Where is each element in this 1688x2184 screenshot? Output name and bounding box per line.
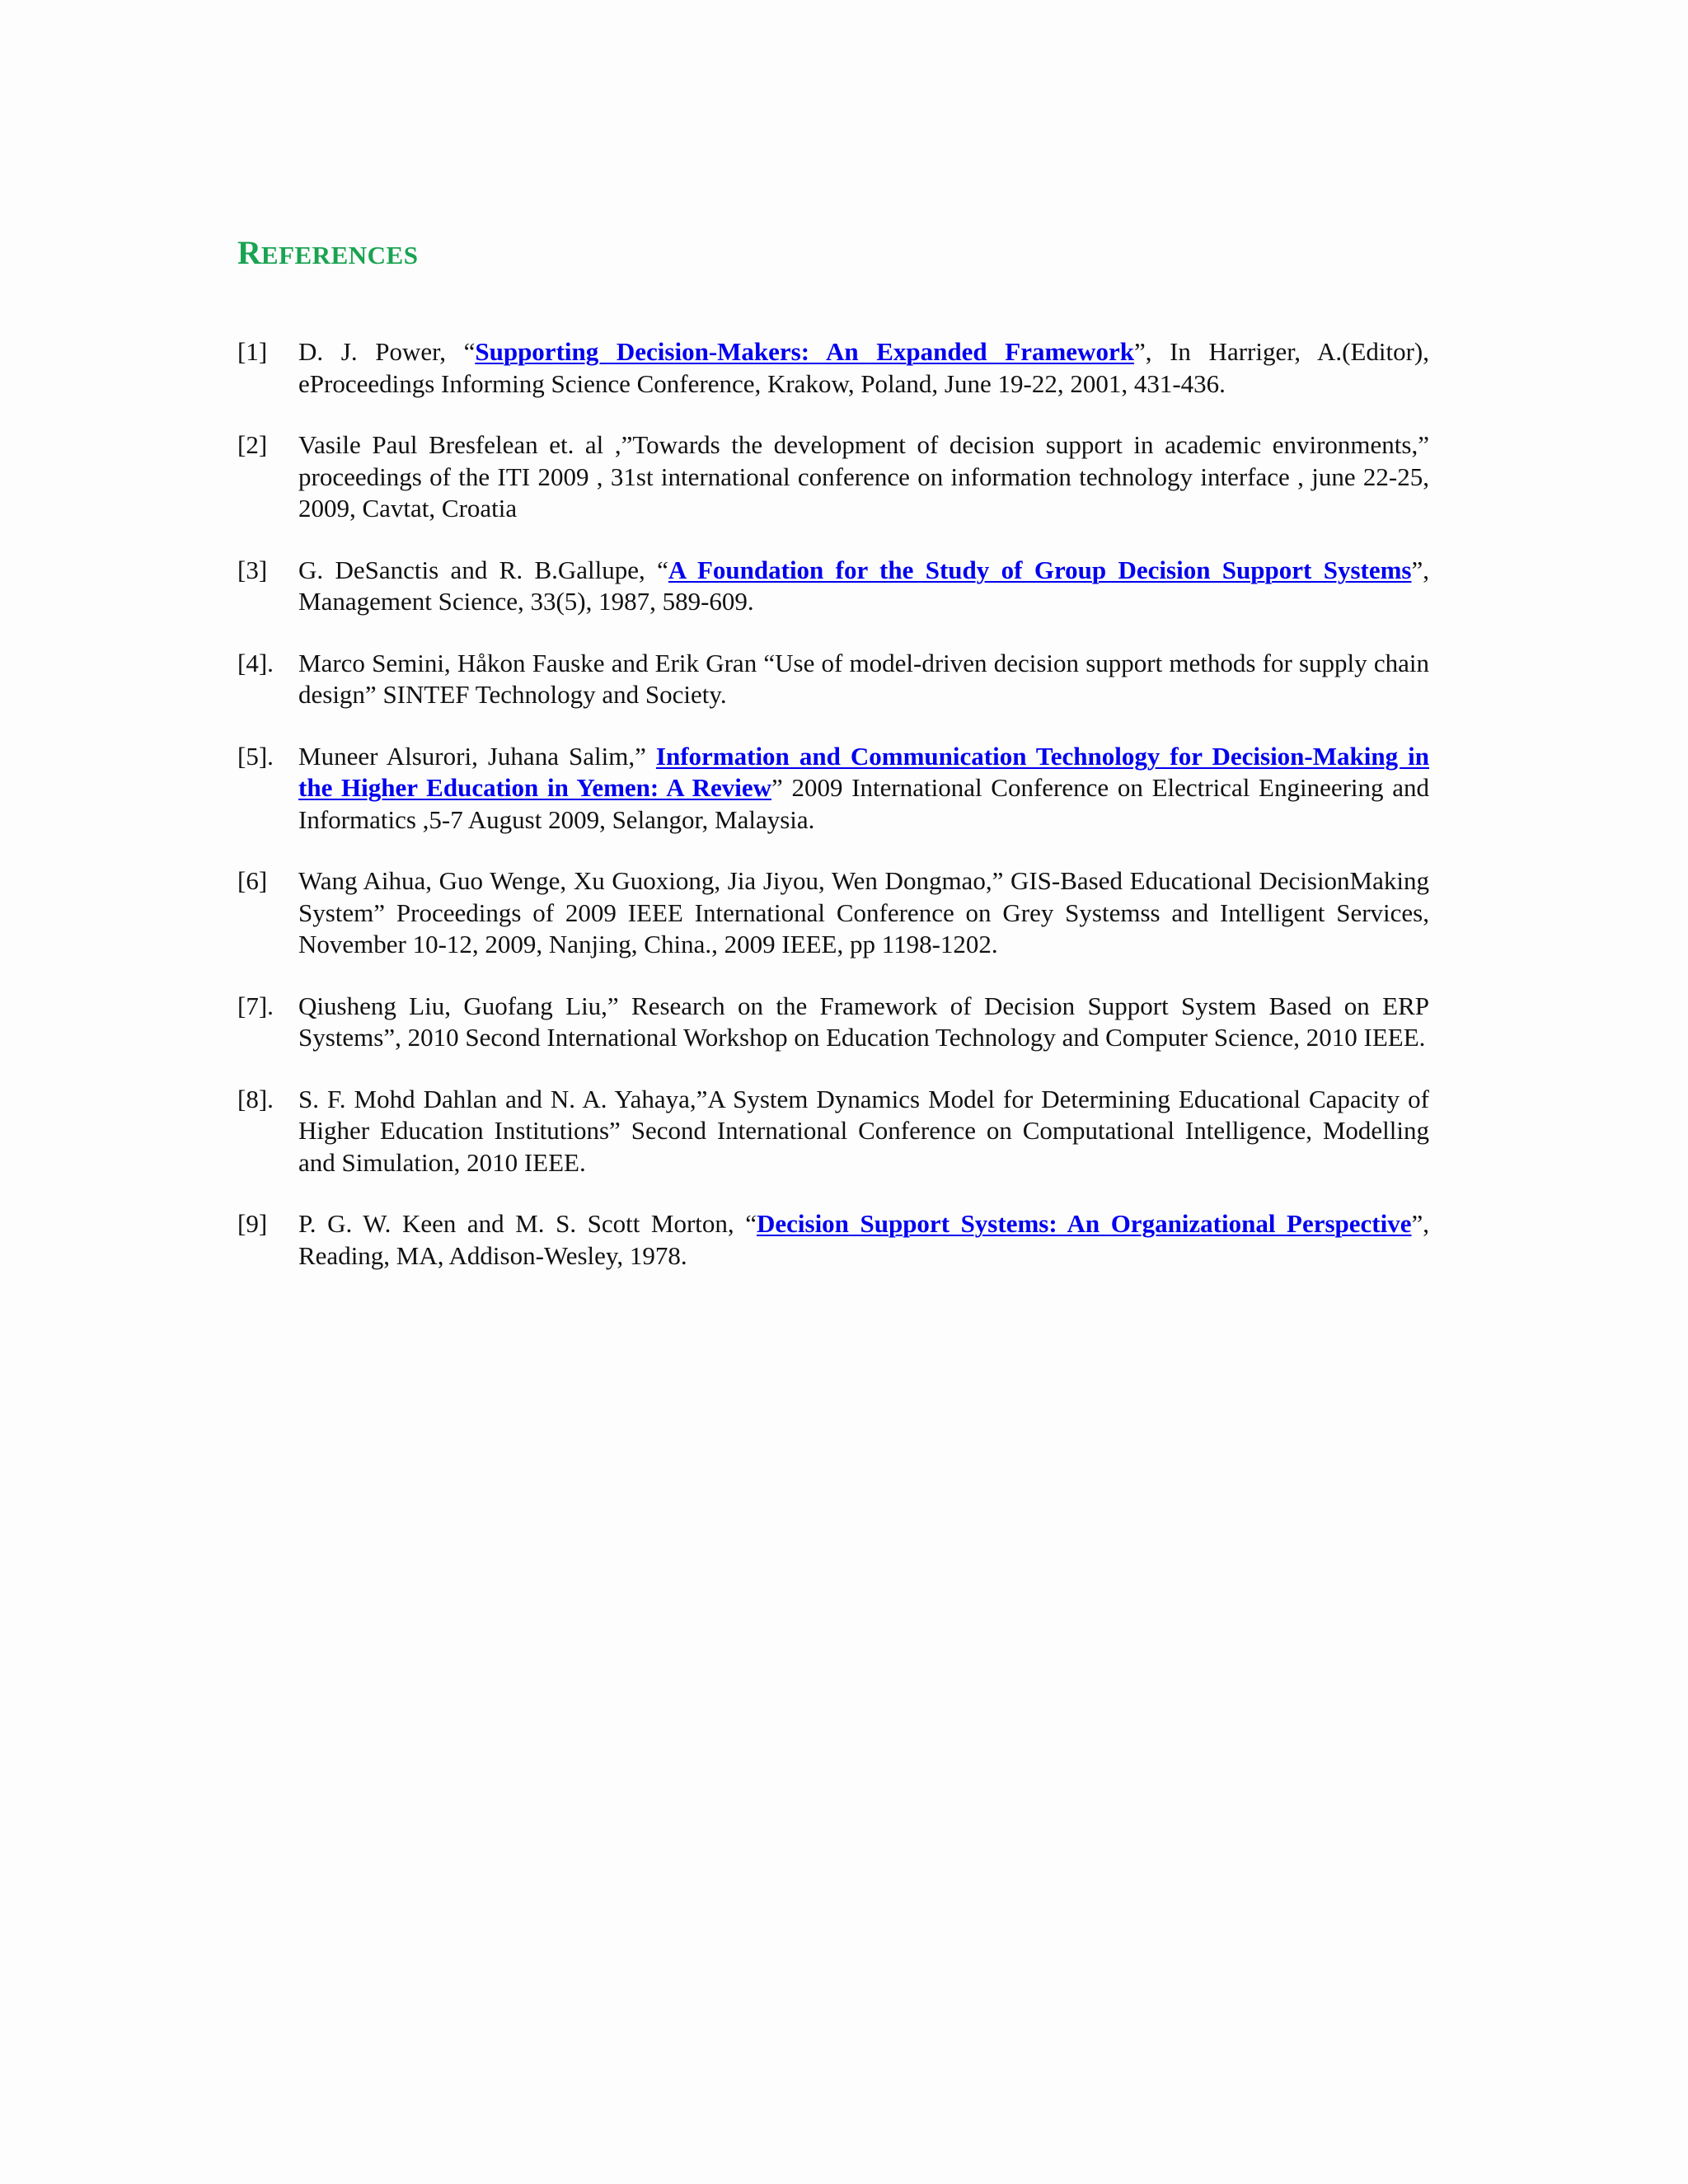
reference-item-8 xyxy=(237,1084,1429,1179)
reference-number: [4]. xyxy=(237,648,274,677)
reference-number: [6] xyxy=(237,866,268,895)
reference-link[interactable]: Decision Support Systems: An Organizational Perspective xyxy=(756,1209,1412,1238)
reference-text-pre: Muneer Alsurori, Juhana Salim,” xyxy=(298,741,656,771)
reference-item-2 xyxy=(237,429,1429,525)
reference-item-7 xyxy=(237,991,1429,1054)
reference-text-pre: Vasile Paul Bresfelean et. al ,”Towards the development of decision support in academic environments,” proceedings of the ITI 2009 , 31st international conference on information technology interface , june 22-25, 2009, Cavtat, Croatia xyxy=(298,430,1429,523)
reference-number: [7]. xyxy=(237,991,274,1020)
reference-list xyxy=(237,336,1429,1301)
reference-item-6 xyxy=(237,865,1429,961)
reference-link[interactable]: A Foundation for the Study of Group Decision Support Systems xyxy=(668,555,1412,584)
section-heading xyxy=(237,232,418,276)
reference-number: [1] xyxy=(237,337,268,366)
reference-item-5 xyxy=(237,741,1429,837)
reference-text xyxy=(298,555,1429,616)
reference-item-4 xyxy=(237,648,1429,711)
reference-item-9 xyxy=(237,1208,1429,1272)
reference-text xyxy=(298,430,1429,523)
reference-text xyxy=(298,337,1429,398)
reference-text xyxy=(298,991,1429,1052)
reference-text-pre: D. J. Power, “ xyxy=(298,337,476,366)
reference-text-post: ”, In Harriger, A.(Editor), eProceedings Informing Science Conference, Krakow, Poland, June 19-22, 2001, 431-436. xyxy=(298,337,1430,398)
reference-text-pre: Marco Semini, Håkon Fauske and Erik Gran “Use of model-driven decision support methods for supply chain design” SINTEF Technology and Society. xyxy=(298,648,1429,709)
reference-text-pre: P. G. W. Keen and M. S. Scott Morton, “ xyxy=(298,1209,757,1238)
reference-text-pre: G. DeSanctis and R. B.Gallupe, “ xyxy=(298,555,668,584)
reference-text-pre: Qiusheng Liu, Guofang Liu,” Research on the Framework of Decision Support System Based on ERP Systems”, 2010 Second International Workshop on Education Technology and Computer Science, 2010 IEEE. xyxy=(298,991,1429,1052)
reference-text xyxy=(298,742,1429,834)
reference-text-post: ”, Management Science, 33(5), 1987, 589-609. xyxy=(298,555,1429,616)
reference-text xyxy=(298,649,1429,710)
heading-initial: R xyxy=(237,234,261,271)
reference-number: [8]. xyxy=(237,1084,274,1113)
reference-text-pre: Wang Aihua, Guo Wenge, Xu Guoxiong, Jia Jiyou, Wen Dongmao,” GIS-Based Educational DecisionMaking System” Proceedings of 2009 IEEE International Conference on Grey Systemss and Intelligent Services, November 10-12, 2009, Nanjing, China., 2009 IEEE, pp 1198-1202. xyxy=(298,866,1429,958)
reference-number: [2] xyxy=(237,430,268,459)
reference-item-3 xyxy=(237,555,1429,618)
reference-text-pre: S. F. Mohd Dahlan and N. A. Yahaya,”A System Dynamics Model for Determining Educational Capacity of Higher Education Institutions” Second International Conference on Computational Intelligence, Modelling and Simulation, 2010 IEEE. xyxy=(298,1084,1429,1177)
reference-text xyxy=(298,1209,1429,1270)
reference-text-post: ”, Reading, MA, Addison-Wesley, 1978. xyxy=(298,1209,1430,1270)
reference-text xyxy=(298,1085,1429,1177)
reference-text-post: ” 2009 International Conference on Electrical Engineering and Informatics ,5-7 August 2009, Selangor, Malaysia. xyxy=(298,773,1429,834)
reference-link[interactable]: Information and Communication Technology for Decision-Making in the Higher Education in Yemen: A Review xyxy=(298,741,1430,802)
reference-text xyxy=(298,866,1429,958)
reference-number: [3] xyxy=(237,555,268,584)
reference-number: [5]. xyxy=(237,741,274,771)
reference-item-1 xyxy=(237,336,1429,400)
reference-number: [9] xyxy=(237,1209,268,1238)
heading-rest: EFERENCES xyxy=(260,241,419,269)
reference-link[interactable]: Supporting Decision-Makers: An Expanded Framework xyxy=(475,337,1134,366)
